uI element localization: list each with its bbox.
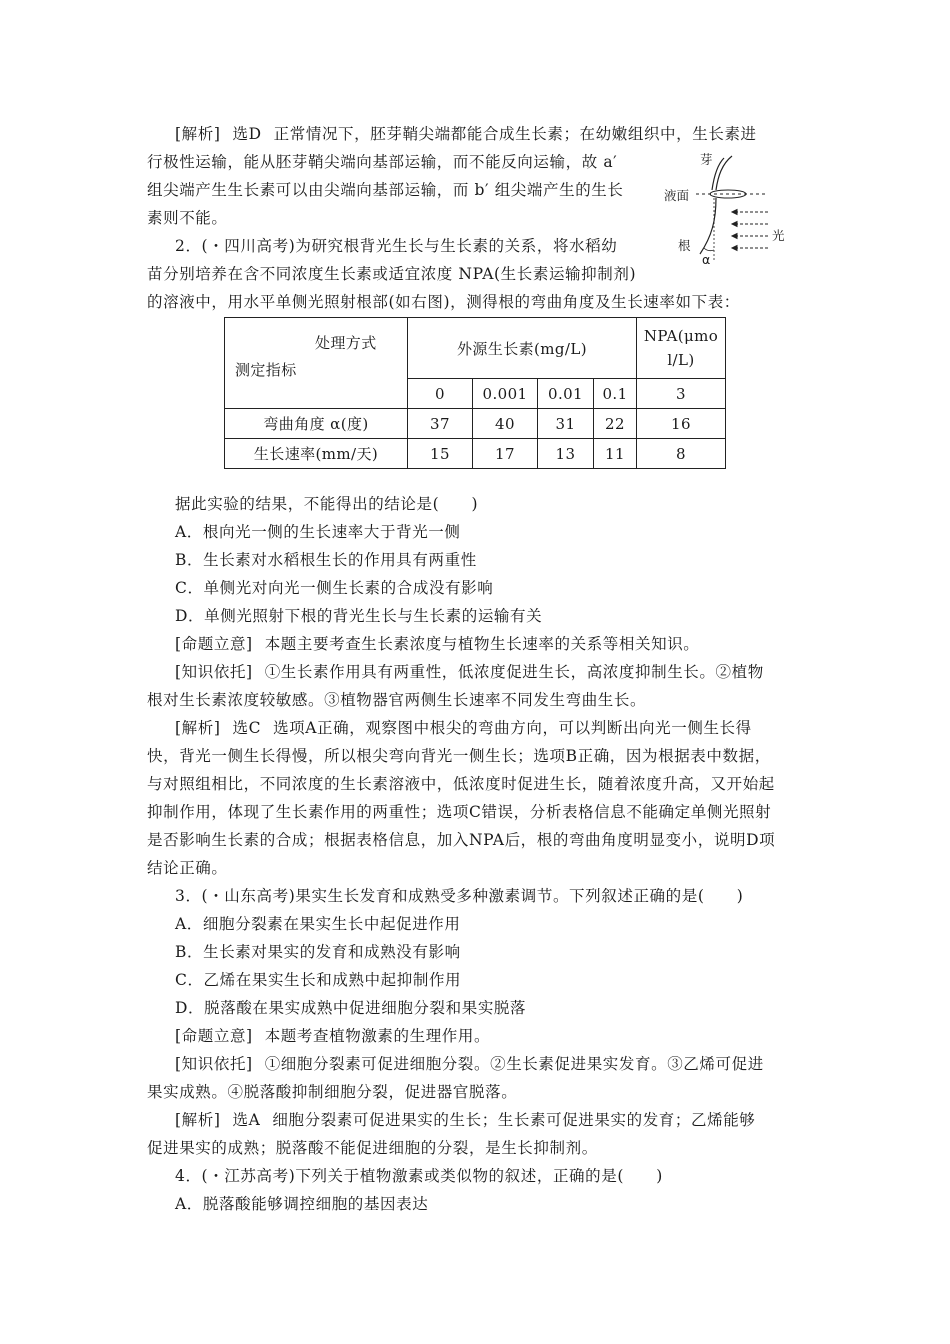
alpha-label: α xyxy=(702,252,711,267)
root-path xyxy=(700,198,716,254)
row-label: 弯曲角度 α(度) xyxy=(225,409,408,439)
text-line: 行极性运输，能从胚芽鞘尖端向基部运输，而不能反向运输，故 a′ xyxy=(147,153,618,171)
concentration-cell: 0.01 xyxy=(538,379,594,409)
option-c: C．乙烯在果实生长和成熟中起抑制作用 xyxy=(175,971,462,989)
option-b: B．生长素对水稻根生长的作用具有两重性 xyxy=(175,551,477,569)
option-b: B．生长素对果实的发育和成熟没有影响 xyxy=(175,943,461,961)
table-row: 生长速率(mm/天) 15 17 13 11 8 xyxy=(225,439,726,469)
analysis-line: [解析] 选A 细胞分裂素可促进果实的生长；生长素可促进果实的发育；乙烯能够 xyxy=(175,1111,756,1129)
text-line: 快，背光一侧生长得慢，所以根尖弯向背光一侧生长；选项B正确，因为根据表中数据， xyxy=(147,747,771,765)
analysis-line: [解析] 选C 选项A正确，观察图中根尖的弯曲方向，可以判断出向光一侧生长得 xyxy=(175,719,752,737)
question-4-line: 4．(・江苏高考)下列关于植物激素或类似物的叙述，正确的是( ) xyxy=(175,1167,663,1185)
text-line: 抑制作用，体现了生长素作用的两重性；选项C错误，分析表格信息不能确定单侧光照射 xyxy=(147,803,772,821)
analysis-tag: [解析] xyxy=(175,125,221,143)
question-2-line: 2．(・四川高考)为研究根背光生长与生长素的关系，将水稻幼 xyxy=(175,237,618,255)
root-label: 根 xyxy=(678,238,691,253)
table-corner-header: 处理方式 测定指标 xyxy=(225,318,408,409)
option-a: A．脱落酸能够调控细胞的基因表达 xyxy=(175,1195,429,1213)
concentration-cell: 3 xyxy=(637,379,726,409)
question-prompt: 据此实验的结果，不能得出的结论是( ) xyxy=(175,495,479,513)
intent-line: [命题立意] 本题考查植物激素的生理作用。 xyxy=(175,1027,491,1045)
row-label: 生长速率(mm/天) xyxy=(225,439,408,469)
npa-header: NPA(μmo l/L) xyxy=(637,318,726,379)
text-line: 促进果实的成熟；脱落酸不能促进细胞的分裂，是生长抑制剂。 xyxy=(147,1139,598,1157)
analysis-line: [解析] 选D 正常情况下，胚芽鞘尖端都能合成生长素；在幼嫩组织中，生长素进 xyxy=(175,125,757,143)
text-line: 果实成熟。④脱落酸抑制细胞分裂，促进器官脱落。 xyxy=(147,1083,518,1101)
data-table xyxy=(224,317,726,469)
option-c: C．单侧光对向光一侧生长素的合成没有影响 xyxy=(175,579,494,597)
text-line: 素则不能。 xyxy=(147,209,228,227)
text-line: 组尖端产生生长素可以由尖端向基部运输，而 b′ 组尖端产生的生长 xyxy=(147,181,624,199)
root-light-figure xyxy=(660,150,805,268)
intent-line: [命题立意] 本题主要考查生长素浓度与植物生长速率的关系等相关知识。 xyxy=(175,635,700,653)
table-row: 弯曲角度 α(度) 37 40 31 22 16 xyxy=(225,409,726,439)
text-line: 根对生长素浓度较敏感。③植物器官两侧生长速率不同发生弯曲生长。 xyxy=(147,691,647,709)
shoot-path xyxy=(716,156,732,190)
auxin-header: 外源生长素(mg/L) xyxy=(408,318,637,379)
concentration-cell: 0 xyxy=(408,379,473,409)
text-line: 的溶液中，用水平单侧光照射根部(如右图)，测得根的弯曲角度及生长速率如下表： xyxy=(147,293,740,311)
text-line: 结论正确。 xyxy=(147,859,228,877)
angle-arc xyxy=(704,248,714,251)
liquid-surface-label: 液面 xyxy=(664,188,690,203)
option-a: A．细胞分裂素在果实生长中起促进作用 xyxy=(175,915,461,933)
basis-line: [知识依托] ①细胞分裂素可促进细胞分裂。②生长素促进果实发育。③乙烯可促进 xyxy=(175,1055,764,1073)
text-line: 与对照组相比，不同浓度的生长素溶液中，低浓度时促进生长，随着浓度升高，又开始起 xyxy=(147,775,775,793)
question-3-line: 3．(・山东高考)果实生长发育和成熟受多种激素调节。下列叙述正确的是( ) xyxy=(175,887,744,905)
option-d: D．单侧光照射下根的背光生长与生长素的运输有关 xyxy=(175,607,543,625)
text-line: 是否影响生长素的合成；根据表格信息，加入NPA后，根的弯曲角度明显变小，说明D项 xyxy=(147,831,776,849)
option-d: D．脱落酸在果实成熟中促进细胞分裂和果实脱落 xyxy=(175,999,527,1017)
shoot-path-2 xyxy=(712,158,724,190)
light-label: 光 xyxy=(772,228,785,243)
concentration-cell: 0.001 xyxy=(473,379,538,409)
light-arrows xyxy=(732,210,768,251)
bud-label: 芽 xyxy=(700,152,713,167)
text-line: 苗分别培养在含不同浓度生长素或适宜浓度 NPA(生长素运输抑制剂) xyxy=(147,265,637,283)
answer-label: 选D xyxy=(232,125,262,143)
concentration-cell: 0.1 xyxy=(594,379,637,409)
option-a: A．根向光一侧的生长速率大于背光一侧 xyxy=(175,523,461,541)
basis-line: [知识依托] ①生长素作用具有两重性，低浓度促进生长，高浓度抑制生长。②植物 xyxy=(175,663,764,681)
